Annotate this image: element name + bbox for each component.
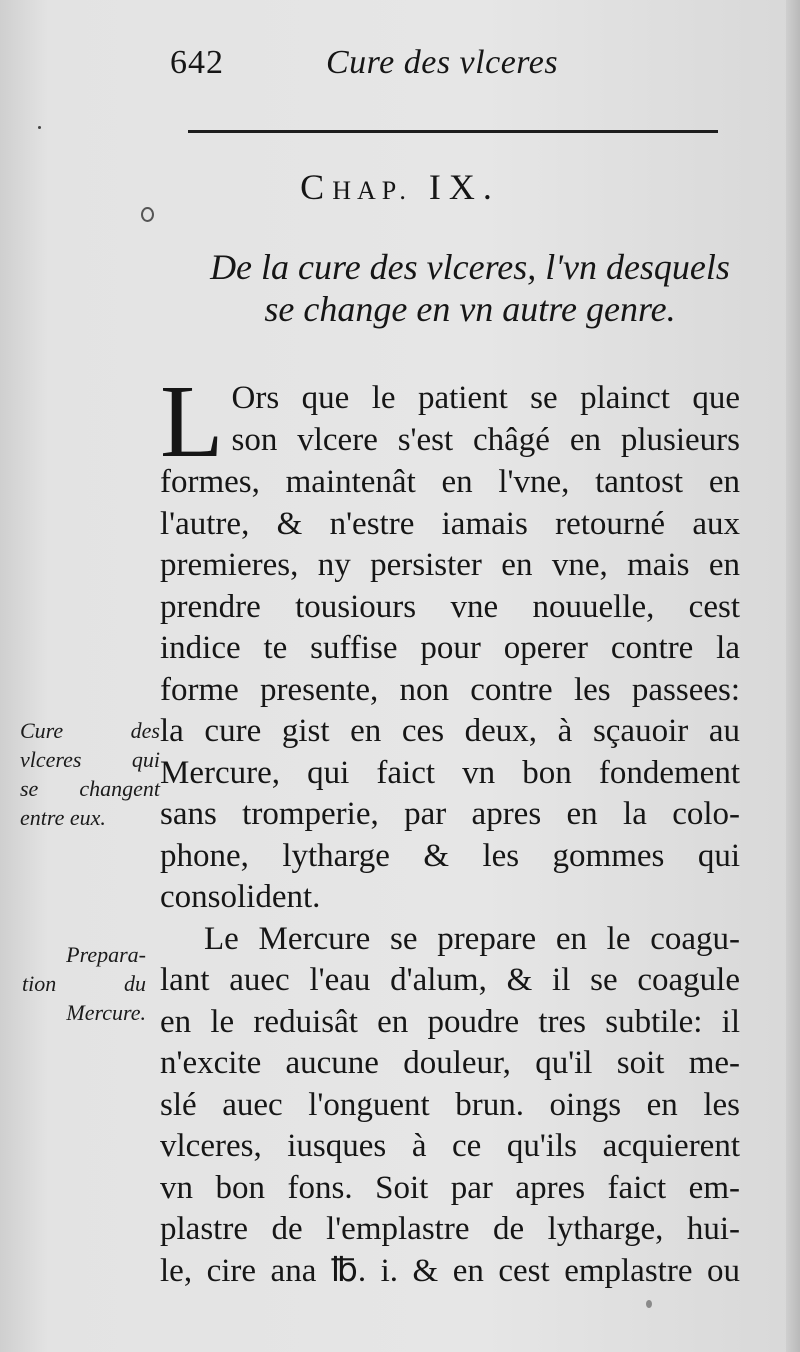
text-line: l'autre, & n'estre iamais retourné aux: [160, 505, 740, 542]
text-line: premieres, ny persister en vne, mais en: [160, 547, 740, 583]
text-line: vn bon fons. Soit par apres faict em-: [160, 1169, 740, 1206]
margin-note-line: Cure des: [20, 718, 160, 743]
text-line: Mercure, qui faict vn bon fondement: [160, 754, 740, 791]
text-line: formes, maintenât en l'vne, tantost en: [160, 464, 740, 500]
text-line: indice te suffise pour operer contre la: [160, 630, 740, 666]
subtitle-line: De la cure des vlceres, l'vn desquels: [210, 247, 730, 287]
text-line: consolident.: [160, 879, 321, 915]
text-line: Le Mercure se prepare en le coagu-: [204, 920, 740, 957]
text-line: le, cire ana ℔. i. & en cest emplastre ou: [160, 1252, 740, 1289]
text-line: Ors que le patient se plainct que: [231, 380, 740, 416]
paper-speck: [38, 126, 41, 129]
running-head: [170, 40, 730, 90]
text-line: sans tromperie, par apres en la colo-: [160, 796, 740, 832]
margin-note-line: entre eux.: [20, 805, 106, 830]
margin-note-cure: [20, 716, 160, 832]
drop-cap: L: [160, 364, 224, 479]
paper-speck: [646, 1300, 652, 1308]
text-line: forme presente, non contre les passees:: [160, 671, 740, 708]
margin-note-line: Mercure.: [66, 1000, 146, 1025]
margin-note-line: vlceres qui: [20, 747, 160, 772]
text-line: slé auec l'onguent brun. oings en les: [160, 1086, 740, 1123]
body-text: [160, 364, 740, 1292]
chapter-label-initial: C: [300, 167, 333, 207]
text-line: prendre tousiours vne nouuelle, cest: [160, 588, 740, 625]
chapter-subtitle: [160, 240, 780, 329]
chapter-label-rest: HAP.: [332, 176, 412, 205]
page-edge-shadow: [786, 0, 800, 1352]
text-line: en le reduisât en poudre tres subtile: il: [160, 1003, 740, 1040]
chapter-numeral: IX.: [428, 167, 500, 207]
margin-note-line: tion du: [22, 971, 146, 996]
chapter-heading: [0, 166, 720, 208]
text-line: plastre de l'emplastre de lytharge, hui-: [160, 1211, 740, 1247]
page-number: 642: [170, 44, 224, 81]
running-title: Cure des vlceres: [326, 44, 559, 81]
paper-blemish: [141, 207, 154, 222]
margin-note-line: se changent: [20, 776, 160, 801]
paragraph-1: [160, 364, 740, 919]
text-line: n'excite aucune douleur, qu'il soit me-: [160, 1045, 740, 1081]
text-line: lant auec l'eau d'alum, & il se coagule: [160, 962, 740, 998]
header-rule: [188, 130, 718, 133]
margin-note-line: Prepara-: [66, 942, 146, 967]
text-line: son vlcere s'est châgé en plusieurs: [231, 421, 740, 458]
subtitle-line: se change en vn autre genre.: [264, 288, 676, 329]
text-line: la cure gist en ces deux, à sçauoir au: [160, 713, 740, 749]
text-line: phone, lytharge & les gommes qui: [160, 837, 740, 874]
paragraph-2: [160, 919, 740, 1293]
margin-note-preparation: [22, 940, 146, 1027]
text-line: vlceres, iusques à ce qu'ils acquierent: [160, 1128, 740, 1164]
